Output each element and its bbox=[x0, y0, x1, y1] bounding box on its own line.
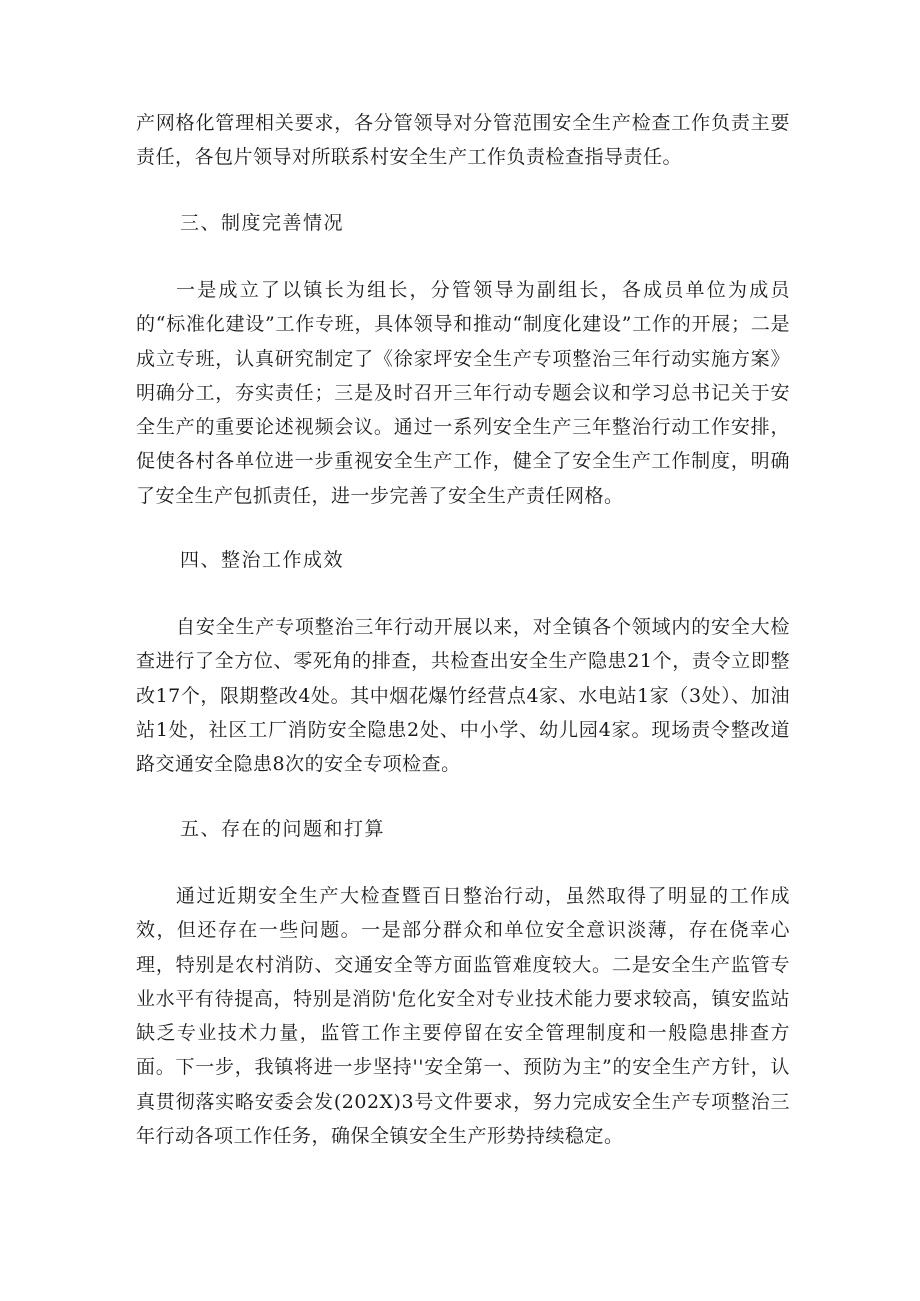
paragraph-section-4: 自安全生产专项整治三年行动开展以来，对全镇各个领域内的安全大检查进行了全方位、零死角的排查，共检查出安全生产隐患21个，责令立即整改17个，限期整改4处。其中烟花爆竹经营点4家、水电站1家（3处）、加油站1处，社区工厂消防安全隐患2处、中小学、幼儿园4家。现场责令整改道路交通安全隐患8次的安全专项检查。 bbox=[136, 616, 790, 776]
section-heading-5: 五、存在的问题和打算 bbox=[180, 818, 386, 840]
paragraph-section-3: 一是成立了以镇长为组长，分管领导为副组长，各成员单位为成员的“标准化建设”工作专班，具体领导和推动“制度化建设”工作的开展；二是成立专班，认真研究制定了《徐家坪安全生产专项整治三年行动实施方案》明确分工，夯实责任；三是及时召开三年行动专题会议和学习总书记关于安全生产的重要论述视频会议。通过一系列安全生产三年整治行动工作安排，促使各村各单位进一步重视安全生产工作，健全了安全生产工作制度，明确了安全生产包抓责任，进一步完善了安全生产责任网格。 bbox=[136, 279, 790, 507]
section-heading-3: 三、制度完善情况 bbox=[180, 212, 345, 234]
paragraph-continued: 产网格化管理相关要求，各分管领导对分管范围安全生产检查工作负责主要责任，各包片领导对所联系村安全生产工作负责检查指导责任。 bbox=[136, 112, 790, 169]
paragraph-section-5: 通过近期安全生产大检查暨百日整治行动，虽然取得了明显的工作成效，但还存在一些问题。一是部分群众和单位安全意识淡薄，存在侥幸心理，特别是农村消防、交通安全等方面监管难度较大。二是安全生产监管专业水平有待提高，特别是消防'危化安全对专业技术能力要求较高，镇安监站缺乏专业技术力量，监管工作主要停留在安全管理制度和一般隐患排查方面。下一步，我镇将进一步坚持''安全第一、预防为主”的安全生产方针，认真贯彻落实略安委会发(202X)3号文件要求，努力完成安全生产专项整治三年行动各项工作任务，确保全镇安全生产形势持续稳定。 bbox=[136, 885, 790, 1148]
section-heading-4: 四、整治工作成效 bbox=[180, 549, 345, 571]
